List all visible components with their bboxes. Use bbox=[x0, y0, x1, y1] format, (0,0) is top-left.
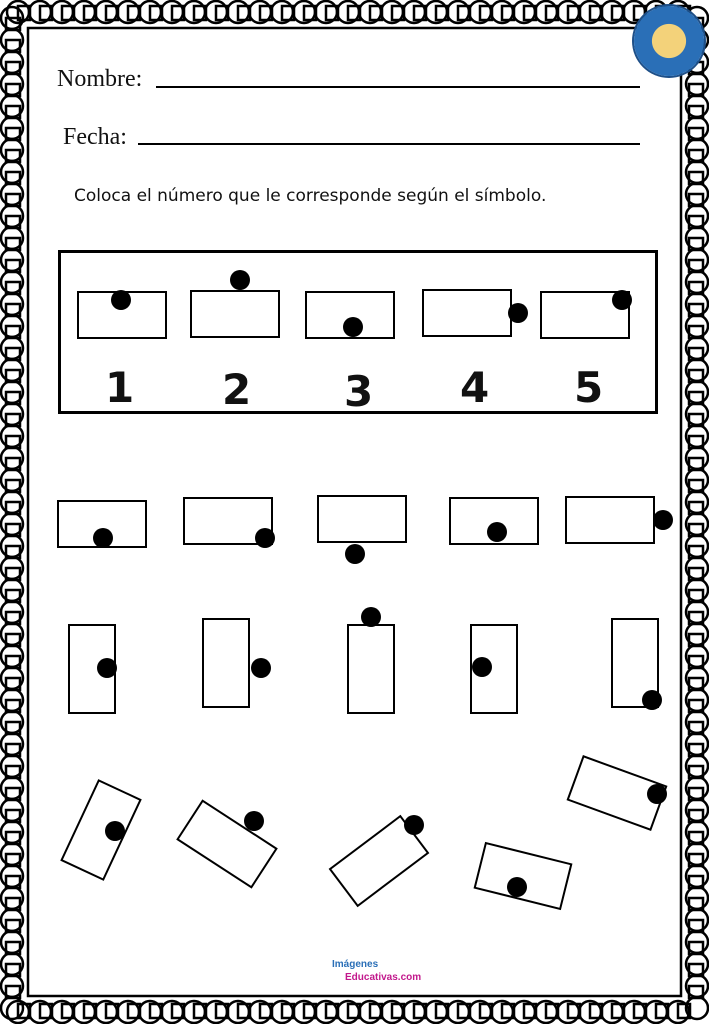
exercise-symbol bbox=[348, 607, 394, 713]
footer-watermark-line2: Educativas.com bbox=[345, 972, 422, 983]
exercise-symbol bbox=[69, 625, 117, 713]
legend-symbol-4 bbox=[423, 290, 528, 336]
exercise-symbol bbox=[612, 619, 662, 710]
exercise-symbol bbox=[62, 780, 141, 879]
exercise-symbol bbox=[330, 815, 428, 906]
legend-number-1: 1 bbox=[105, 363, 135, 412]
legend-symbol-3 bbox=[306, 292, 394, 338]
legend-symbol-5 bbox=[541, 290, 632, 338]
legend-symbol-2 bbox=[191, 270, 279, 337]
exercise-symbol bbox=[203, 619, 271, 707]
instruction-text: Coloca el número que le corresponde según el símbolo. bbox=[74, 186, 547, 206]
exercise-symbol bbox=[184, 498, 275, 548]
exercise-symbol bbox=[471, 625, 517, 713]
footer-watermark-line1: Imágenes bbox=[332, 959, 379, 970]
exercise-symbol bbox=[566, 497, 673, 543]
legend-number-4: 4 bbox=[460, 363, 490, 412]
name-label: Nombre: bbox=[57, 66, 143, 92]
exercise-symbol bbox=[475, 843, 572, 909]
exercise-symbol bbox=[568, 756, 667, 829]
legend-number-2: 2 bbox=[222, 365, 252, 414]
exercise-symbol bbox=[58, 501, 146, 548]
legend-number-5: 5 bbox=[574, 363, 604, 412]
legend-symbol-1 bbox=[78, 290, 166, 338]
legend-number-3: 3 bbox=[344, 367, 374, 416]
date-label: Fecha: bbox=[63, 124, 127, 150]
exercise-symbol bbox=[178, 801, 277, 888]
exercise-symbol bbox=[450, 498, 538, 544]
exercise-symbol bbox=[318, 496, 406, 564]
